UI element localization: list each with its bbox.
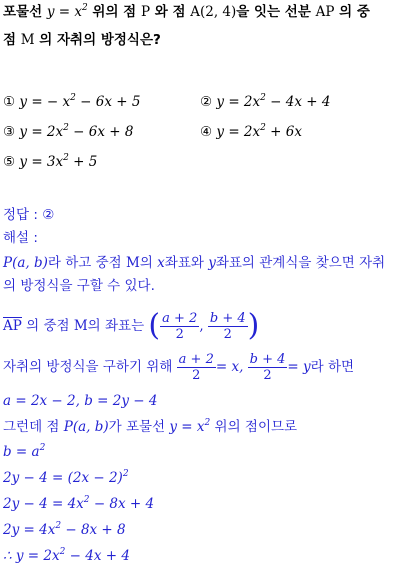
choice-mark: ③ — [3, 124, 16, 140]
explanation-line-4: 자취의 방정식을 구하기 위해 $\frac{a + 2}{2}$ = x, $\frac{b + 4}{2}$ = y라 하면 — [3, 351, 355, 383]
explanation-line-2: 의 방정식을 구할 수 있다. — [3, 278, 155, 294]
explanation-line-8: $2y - 4 = (2x - 2)^2$ — [3, 469, 129, 486]
fraction: $\frac{b + 4}{2}$ — [209, 310, 246, 342]
point-p: P(a, b) — [63, 419, 109, 435]
segment-ap: AP — [315, 4, 335, 20]
explanation-line-10: $2y = 4x^2 - 8x + 8$ — [3, 521, 126, 538]
segment-ap: AP — [3, 318, 22, 334]
equation: $y = x^2$ — [46, 3, 88, 20]
explanation-line-1: P(a, b)라 하고 중점 M의 x좌표와 y좌표의 관계식을 찾으면 자취 — [3, 255, 386, 271]
choice-1[interactable] — [3, 92, 140, 112]
fraction: $\frac{a + 2}{2}$ — [178, 351, 214, 383]
choice-equation: $y = 2x^2 + 6x$ — [216, 123, 302, 140]
explanation-line-11: ∴ $y = 2x^2 - 4x + 4$ — [3, 547, 130, 564]
choice-equation: $y = 2x^2 - 6x + 8$ — [19, 123, 134, 140]
answer — [3, 205, 54, 225]
explanation-line-7: $b = a^2$ — [3, 443, 46, 460]
choice-2[interactable] — [200, 92, 330, 112]
answer-value: ② — [42, 207, 55, 223]
question-text: 와 점 — [150, 4, 191, 20]
choice-equation: $y = 3x^2 + 5$ — [19, 153, 98, 170]
choice-4[interactable] — [200, 122, 302, 142]
explanation-line-6: 그런데 점 P(a, b)가 포물선 $y = x^2$ 위의 점이므로 — [3, 418, 298, 435]
choice-equation: y = − $x^2 - 6x + 5$ — [19, 93, 141, 110]
question-line-1 — [3, 2, 370, 22]
question-line-2 — [3, 30, 161, 50]
explanation-line-3: AP 의 중점 M의 좌표는 ( $\frac{a + 2}{2}$ , $\frac{b + 4}{2}$ ) — [3, 308, 260, 343]
explanation-line-9: $2y - 4 = 4x^2 - 8x + 4$ — [3, 495, 155, 512]
choice-mark: ④ — [200, 124, 213, 140]
point-p: P(a, b) — [3, 255, 48, 271]
question-text: 위의 점 — [87, 4, 141, 20]
question-text: 점 — [3, 32, 21, 48]
choice-5[interactable] — [3, 152, 97, 172]
fraction: $\frac{b + 4}{2}$ — [249, 351, 286, 383]
explanation-label: 해설 : — [3, 230, 38, 246]
question-text: 의 중 — [334, 4, 370, 20]
choice-3[interactable] — [3, 122, 133, 142]
question-text: 포물선 — [3, 4, 47, 20]
explanation-line-5: a = 2x − 2, b = 2y − 4 — [3, 393, 158, 409]
point-p: P — [140, 4, 151, 20]
choice-mark: ② — [200, 94, 213, 110]
choice-mark: ⑤ — [3, 154, 16, 170]
point-m: M — [125, 255, 140, 271]
question-text: 을 잇는 선분 — [236, 4, 316, 20]
choice-mark: ① — [3, 94, 16, 110]
point-m: M — [20, 32, 35, 48]
fraction: $\frac{a + 2}{2}$ — [162, 310, 198, 342]
choice-equation: $y = 2x^2 - 4x + 4$ — [216, 93, 331, 110]
point-a: A(2, 4) — [190, 4, 237, 20]
point-m: M — [73, 318, 88, 334]
question-text: 의 자취의 방정식은? — [34, 32, 161, 48]
answer-label: 정답 : — [3, 207, 43, 223]
